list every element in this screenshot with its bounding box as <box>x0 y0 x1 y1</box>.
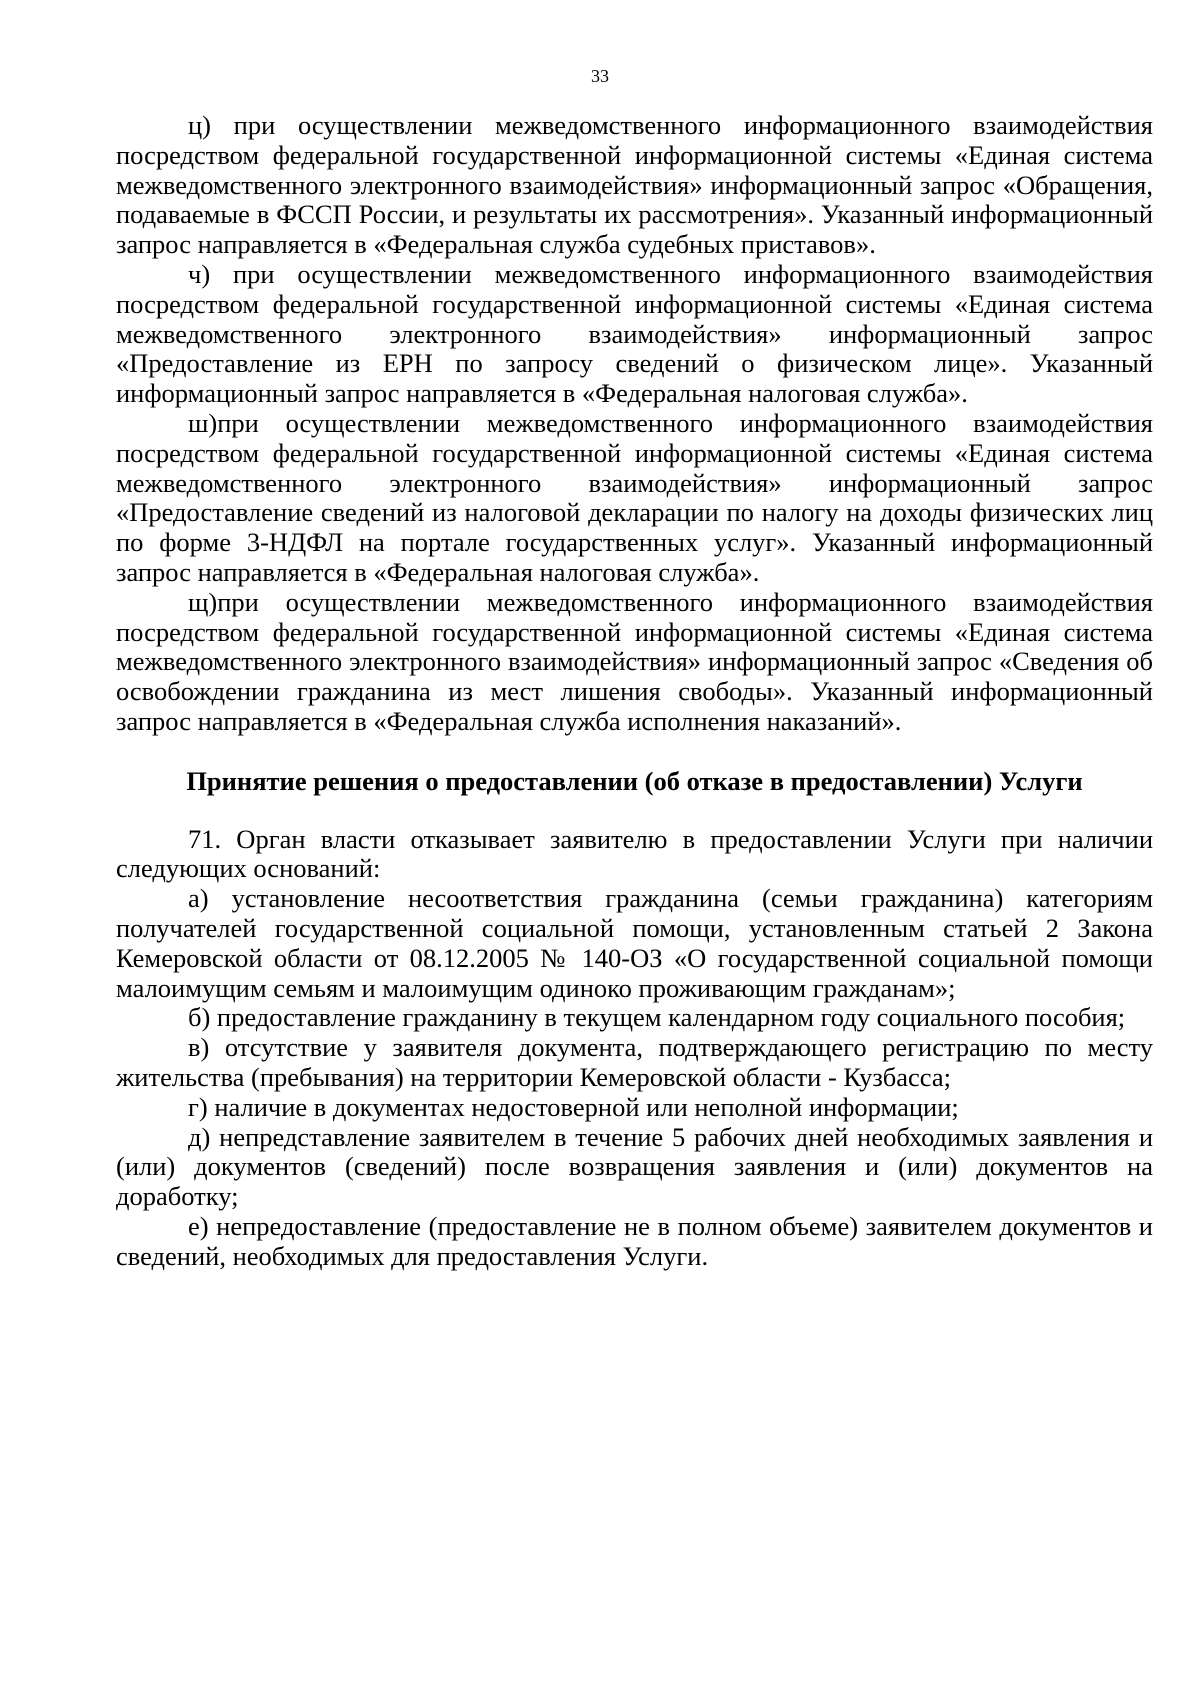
paragraph-ts: ц) при осуществлении межведомственного информационного взаимодействия посредством федеральной государственной информационной системы «Единая система межведомственного электронного взаимодействия» информационный запрос «Обращения, подаваемые в ФССП России, и результаты их рассмотрения». Указанный информационный запрос направляется в «Федеральная служба судебных приставов». <box>116 110 1153 260</box>
paragraph-71: 71. Орган власти отказывает заявителю в предоставлении Услуги при наличии следующих оснований: <box>116 823 1153 884</box>
document-body <box>116 111 1153 1271</box>
paragraph-e: е) непредоставление (предоставление не в полном объеме) заявителем документов и сведений, необходимых для предоставления Услуги. <box>116 1210 1153 1271</box>
paragraph-v: в) отсутствие у заявителя документа, подтверждающего регистрацию по месту жительства (пребывания) на территории Кемеровской области - Кузбасса; <box>116 1032 1153 1092</box>
paragraph-shch: щ)при осуществлении межведомственного информационного взаимодействия посредством федеральной государственной информационной системы «Единая система межведомственного электронного взаимодействия» информационный запрос «Сведения об освобождении гражданина из мест лишения свободы». Указанный информационный запрос направляется в «Федеральная служба исполнения наказаний». <box>116 586 1153 736</box>
paragraph-a: а) установление несоответствия гражданина (семьи гражданина) категориям получателей государственной социальной помощи, установленным статьей 2 Закона Кемеровской области от 08.12.2005 № 140-ОЗ «О государственной социальной помощи малоимущим семьям и малоимущим одиноко проживающим гражданам»; <box>116 883 1153 1003</box>
paragraph-b: б) предоставление гражданину в текущем календарном году социального пособия; <box>188 1002 1126 1033</box>
paragraph-ch: ч) при осуществлении межведомственного информационного взаимодействия посредством федеральной государственной информационной системы «Единая система межведомственного электронного взаимодействия» информационный запрос «Предоставление из ЕРН по запросу сведений о физическом лице». Указанный информационный запрос направляется в «Федеральная налоговая служба». <box>116 258 1153 409</box>
paragraph-g: г) наличие в документах недостоверной или неполной информации; <box>188 1091 959 1122</box>
section-heading: Принятие решения о предоставлении (об отказе в предоставлении) Услуги <box>186 765 1083 796</box>
paragraph-d: д) непредставление заявителем в течение 5 рабочих дней необходимых заявления и (или) документов (сведений) после возвращения заявления и (или) документов на доработку; <box>116 1121 1153 1212</box>
paragraph-sh: ш)при осуществлении межведомственного информационного взаимодействия посредством федеральной государственной информационной системы «Единая система межведомственного электронного взаимодействия» информационный запрос «Предоставление сведений из налоговой декларации по налогу на доходы физических лиц по форме 3-НДФЛ на портале государственных услуг». Указанный информационный запрос направляется в «Федеральная налоговая служба». <box>116 407 1153 587</box>
page-number: 33 <box>591 66 609 86</box>
